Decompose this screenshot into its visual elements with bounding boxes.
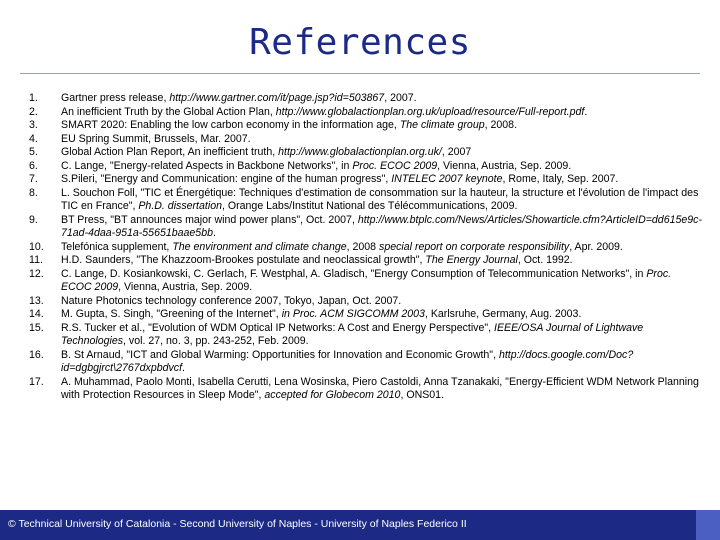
reference-segment: L. Souchon Foll, "TIC et Énergétique: Techniques d'estimation de consommation sur la hauteur, la structure et l'évolution de l'impact des TIC en France", <box>61 186 699 212</box>
footer-copyright: © Technical University of Catalonia - Second University of Naples - University of Naples Federico II <box>8 518 467 530</box>
reference-number: 13. <box>29 294 44 307</box>
reference-segment: , 2008. <box>484 119 518 131</box>
reference-number: 11. <box>29 254 43 266</box>
reference-segment: . <box>182 362 185 374</box>
reference-text <box>61 106 704 120</box>
reference-item <box>29 376 704 403</box>
reference-item <box>29 119 704 133</box>
reference-text <box>61 173 704 187</box>
reference-emphasis: Ph.D. dissertation <box>138 200 222 212</box>
reference-item <box>29 308 704 322</box>
footer-bar <box>0 510 720 540</box>
reference-text <box>61 254 704 268</box>
footer-accent-block <box>696 510 720 540</box>
reference-emphasis: Proc. ECOC 2009 <box>352 159 438 172</box>
reference-segment: H.D. Saunders, "The Khazzoom-Brookes postulate and neoclassical growth", <box>61 254 426 266</box>
reference-segment: An inefficient Truth by the Global Action Plan, <box>61 105 276 118</box>
reference-text <box>61 322 704 349</box>
reference-segment: , 2007 <box>441 146 472 158</box>
reference-segment: Nature Photonics technology conference 2007, Tokyo, Japan, Oct. 2007. <box>61 294 402 307</box>
reference-segment: , vol. 27, no. 3, pp. 243-252, Feb. 2009. <box>123 335 309 347</box>
reference-text <box>61 268 704 295</box>
reference-emphasis: http://www.globalactionplan.org.uk/upload/resource/Full-report.pdf <box>275 105 585 118</box>
reference-emphasis: The Energy Journal <box>425 254 518 266</box>
reference-text <box>61 241 704 255</box>
reference-number: 7. <box>29 173 38 185</box>
reference-emphasis: special report on corporate responsibility <box>379 240 570 253</box>
reference-item <box>29 92 704 106</box>
reference-emphasis: http://www.btplc.com/News/Articles/Showarticle.cfm?ArticleID=dd615e9c-71ad-4daa-951a-55651baae5bb <box>61 213 702 239</box>
reference-number: 12. <box>29 267 44 280</box>
reference-segment: EU Spring Summit, Brussels, Mar. 2007. <box>61 132 251 145</box>
reference-emphasis: in Proc. ACM SIGCOMM 2003 <box>281 308 425 320</box>
reference-segment: S.Pileri, "Energy and Communication: engine of the human progress", <box>61 173 392 185</box>
reference-segment: , 2007. <box>384 92 417 104</box>
reference-item <box>29 241 704 255</box>
reference-segment: Global Action Plan Report, An inefficient truth, <box>61 146 279 158</box>
reference-item <box>29 349 704 376</box>
reference-segment: BT Press, "BT announces major wind power plans", Oct. 2007, <box>61 213 358 226</box>
reference-number: 9. <box>29 213 38 226</box>
reference-text <box>61 160 704 174</box>
reference-number: 4. <box>29 132 38 145</box>
reference-item <box>29 173 704 187</box>
reference-item <box>29 160 704 174</box>
reference-number: 17. <box>29 375 44 388</box>
reference-number: 14. <box>29 308 44 320</box>
reference-emphasis: http://docs.google.com/Doc?id=dgbgjrct\2767dxpbdvcf <box>61 348 634 374</box>
reference-emphasis: accepted for Globecom 2010 <box>264 389 401 401</box>
reference-number: 2. <box>29 105 38 118</box>
reference-list <box>29 92 704 403</box>
reference-segment: . <box>213 227 216 239</box>
reference-number: 3. <box>29 119 38 131</box>
reference-text <box>61 92 704 106</box>
reference-number: 10. <box>29 240 44 253</box>
reference-segment: B. St Arnaud, "ICT and Global Warming: Opportunities for Innovation and Economic Growth", <box>61 348 499 361</box>
reference-segment: Telefónica supplement, <box>61 240 173 253</box>
reference-emphasis: The climate group <box>399 119 485 131</box>
reference-item <box>29 146 704 160</box>
reference-emphasis: http://www.gartner.com/it/page.jsp?id=503867 <box>169 92 385 104</box>
reference-text <box>61 349 704 376</box>
reference-segment: . <box>584 105 588 118</box>
slide-title: References <box>249 22 471 63</box>
reference-number: 15. <box>29 321 44 334</box>
reference-text <box>61 133 704 147</box>
reference-item <box>29 254 704 268</box>
title-divider <box>20 73 700 74</box>
reference-segment: , Orange Labs/Institut National des Télécommunications, 2009. <box>221 200 518 212</box>
reference-segment: , Oct. 1992. <box>517 254 573 266</box>
reference-emphasis: IEEE/OSA Journal of Lightwave Technologies <box>61 321 644 347</box>
reference-segment: , ONS01. <box>400 389 445 401</box>
reference-segment: , Vienna, Austria, Sep. 2009. <box>437 159 572 172</box>
reference-segment: M. Gupta, S. Singh, "Greening of the Internet", <box>61 308 282 320</box>
reference-segment: A. Muhammad, Paolo Monti, Isabella Cerutti, Lena Wosinska, Piero Castoldi, Anna Tzanakaki, "Energy-Efficient WDM Network Planning with Protection Resources in Sleep Mode", <box>61 375 699 401</box>
reference-segment: , Vienna, Austria, Sep. 2009. <box>118 281 253 293</box>
reference-segment: C. Lange, D. Kosiankowski, C. Gerlach, F. Westphal, A. Gladisch, "Energy Consumption of Telecommunication Networks", in <box>61 267 647 280</box>
reference-item <box>29 214 704 241</box>
reference-emphasis: INTELEC 2007 keynote <box>391 173 503 185</box>
reference-segment: R.S. Tucker et al., "Evolution of WDM Optical IP Networks: A Cost and Energy Perspective", <box>61 321 495 334</box>
reference-number: 5. <box>29 146 38 158</box>
reference-number: 1. <box>29 92 38 104</box>
reference-text <box>61 119 704 133</box>
reference-segment: C. Lange, "Energy-related Aspects in Backbone Networks", in <box>61 159 353 172</box>
reference-text <box>61 214 704 241</box>
reference-text <box>61 146 704 160</box>
reference-item <box>29 295 704 309</box>
reference-text <box>61 308 704 322</box>
reference-number: 6. <box>29 159 38 172</box>
reference-number: 16. <box>29 348 44 361</box>
reference-segment: , Rome, Italy, Sep. 2007. <box>502 173 619 185</box>
reference-text <box>61 187 704 214</box>
reference-emphasis: http://www.globalactionplan.org.uk/ <box>278 146 442 158</box>
reference-emphasis: The environment and climate change <box>172 240 347 253</box>
reference-item <box>29 268 704 295</box>
reference-number: 8. <box>29 186 38 199</box>
reference-segment: SMART 2020: Enabling the low carbon economy in the information age, <box>61 119 400 131</box>
reference-text <box>61 295 704 309</box>
reference-item <box>29 133 704 147</box>
reference-emphasis: Proc. ECOC 2009 <box>61 267 672 293</box>
reference-segment: , Karlsruhe, Germany, Aug. 2003. <box>424 308 582 320</box>
reference-segment: , Apr. 2009. <box>569 240 623 253</box>
reference-text <box>61 376 704 403</box>
reference-item <box>29 322 704 349</box>
reference-item <box>29 187 704 214</box>
reference-segment: , 2008 <box>346 240 380 253</box>
reference-item <box>29 106 704 120</box>
reference-segment: Gartner press release, <box>61 92 170 104</box>
